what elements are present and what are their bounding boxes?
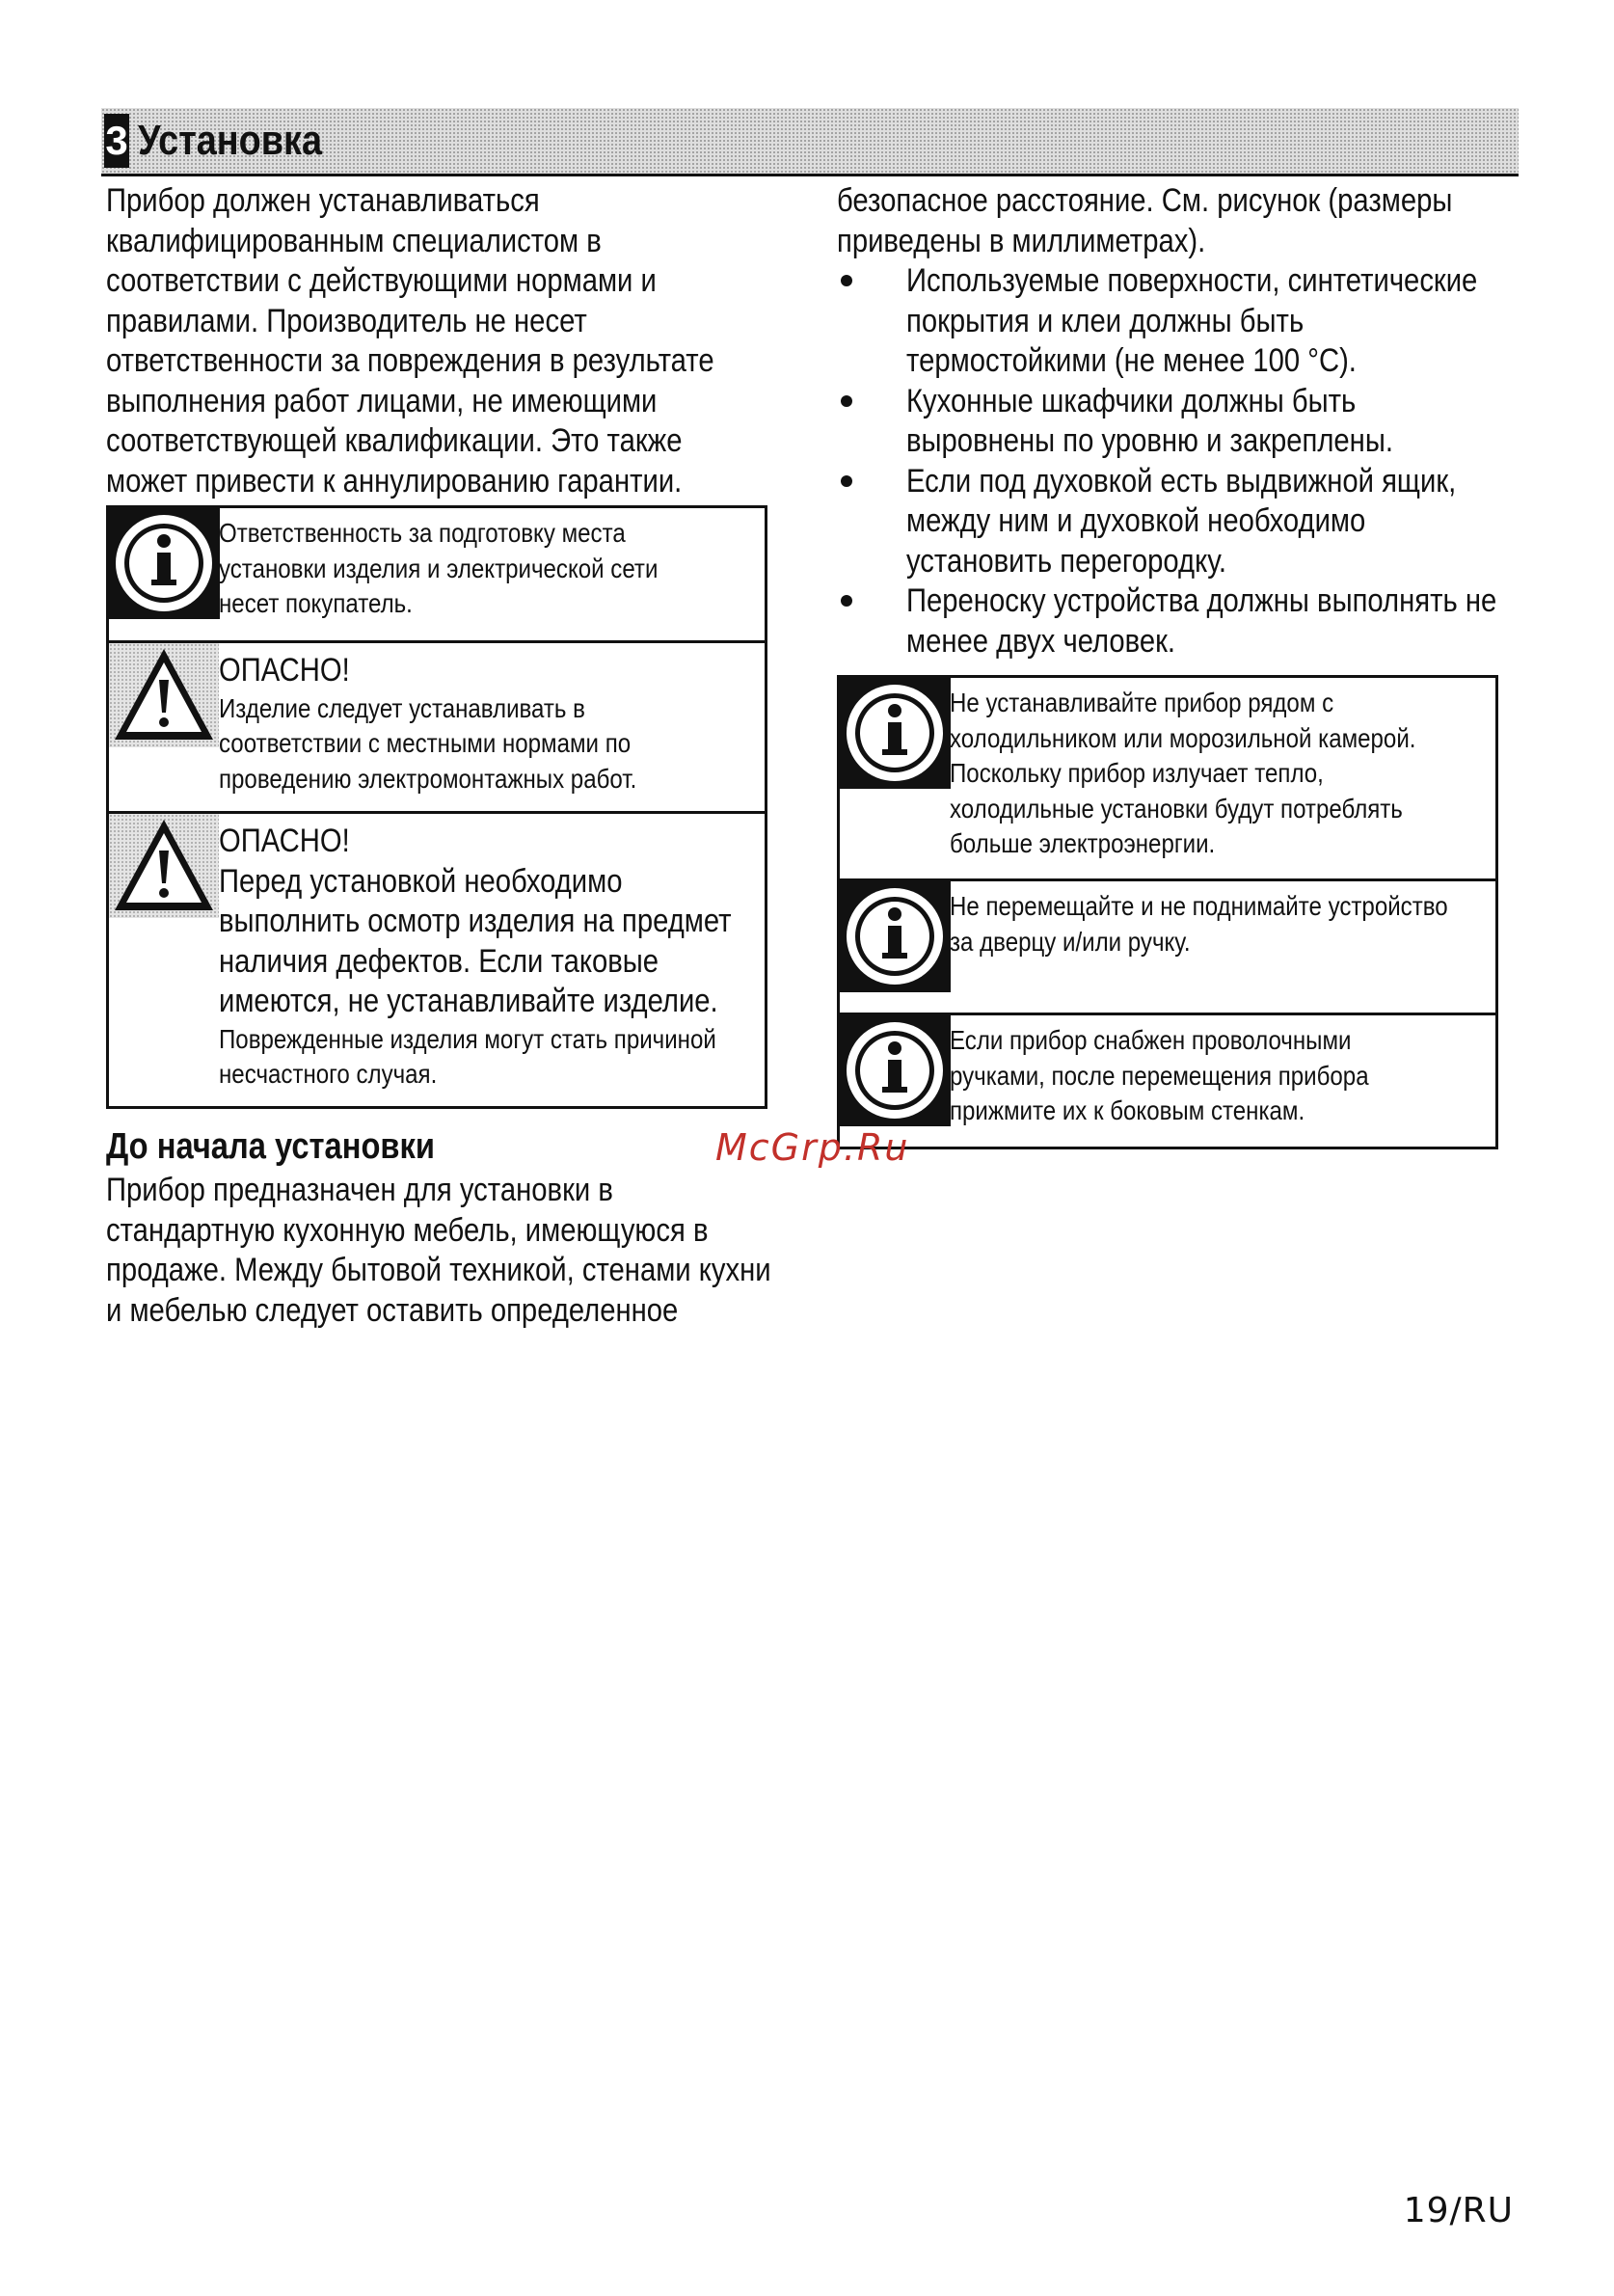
info-notice (840, 878, 1495, 1013)
notice-title: ОПАСНО! (219, 652, 350, 689)
info-icon (109, 508, 220, 619)
text-line: термостойкими (не менее 100 °С). (906, 342, 1357, 379)
bullet-icon (841, 275, 852, 286)
subheading: До начала установки (106, 1126, 435, 1167)
notice-text (950, 889, 1464, 959)
notice-box (837, 675, 1498, 1149)
info-icon (840, 1015, 951, 1126)
text-line: может привести к аннулированию гарантии. (106, 462, 683, 500)
text-line: Если под духовкой есть выдвижной ящик, (906, 462, 1457, 500)
section-number: 3 (104, 114, 129, 168)
notice-line: соответствии с местными нормами по (219, 728, 632, 758)
notice-line: проведению электромонтажных работ. (219, 763, 637, 794)
text-line: приведены в миллиметрах). (837, 222, 1206, 259)
notice-text (219, 516, 733, 622)
text-line: квалифицированным специалистом в (106, 222, 602, 259)
notice-line: несчастного случая. (219, 1059, 438, 1089)
section-title: Установка (138, 117, 323, 164)
notice-line: Изделие следует устанавливать в (219, 692, 585, 723)
text-line: Используемые поверхности, синтетические (906, 262, 1478, 299)
right-column (837, 181, 1512, 1149)
warning-notice (109, 640, 765, 811)
text-line: покрытия и клеи должны быть (906, 302, 1305, 339)
notice-line: Не перемещайте и не поднимайте устройство (950, 891, 1448, 921)
notice-line: несет покупатель. (219, 588, 413, 618)
notice-line: Перед установкой необходимо (219, 862, 623, 900)
watermark: McGrp.Ru (715, 1126, 910, 1169)
list-item (837, 382, 1512, 462)
notice-line: имеются, не устанавливайте изделие. (219, 983, 718, 1019)
notice-line: установки изделия и электрической сети (219, 553, 659, 583)
text-line: менее двух человек. (906, 622, 1176, 660)
info-icon (840, 881, 951, 992)
notice-box (106, 505, 767, 1109)
text-line: продаже. Между бытовой техникой, стенами кухни (106, 1252, 771, 1288)
text-line: соответствующей квалификации. Это также (106, 422, 683, 459)
bullet-icon (841, 475, 852, 487)
notice-line: Не устанавливайте прибор рядом с (950, 688, 1334, 717)
text-line: выровнены по уровню и закреплены. (906, 422, 1393, 459)
info-icon (840, 678, 951, 789)
notice-line: холодильником или морозильной камерой. (950, 722, 1416, 753)
warning-notice (109, 811, 765, 1106)
notice-text (950, 1023, 1464, 1129)
notice-line: ручками, после перемещения прибора (950, 1060, 1369, 1091)
text-line: Переноску устройства должны выполнять не (906, 582, 1497, 619)
list-item (837, 261, 1512, 382)
text-line: ответственности за повреждения в результате (106, 342, 714, 379)
notice-line: Если прибор снабжен проволочными (950, 1025, 1352, 1055)
text-line: Кухонные шкафчики должны быть (906, 382, 1357, 419)
notice-line: больше электроэнергии. (950, 828, 1216, 858)
notice-line: за дверцу и/или ручку. (950, 926, 1191, 957)
info-notice (840, 678, 1495, 878)
notice-line: наличия дефектов. Если таковые (219, 942, 659, 980)
text-line: безопасное расстояние. См. рисунок (размеры (837, 182, 1453, 219)
warning-icon (109, 814, 219, 918)
notice-line: выполнить осмотр изделия на предмет (219, 903, 732, 939)
left-column (106, 181, 800, 1331)
section-header (101, 108, 1519, 176)
text-line: правилами. Производитель не несет (106, 302, 587, 339)
page-number: 19/RU (1403, 2191, 1514, 2230)
bullet-icon (841, 395, 852, 407)
text-line: между ним и духовкой необходимо (906, 502, 1366, 539)
notice-text (219, 822, 733, 1093)
text-line: Прибор предназначен для установки в (106, 1172, 613, 1208)
bullet-list (837, 261, 1512, 662)
notice-line: Поскольку прибор излучает тепло, (950, 758, 1324, 788)
text-line: стандартную кухонную мебель, имеющуюся в (106, 1211, 709, 1249)
notice-line: Ответственность за подготовку места (219, 518, 626, 548)
notice-title: ОПАСНО! (219, 823, 350, 859)
text-line: соответствии с действующими нормами и (106, 262, 657, 299)
notice-line: прижмите их к боковым стенкам. (950, 1095, 1305, 1125)
text-line: выполнения работ лицами, не имеющими (106, 382, 658, 419)
intro-paragraph (106, 181, 800, 505)
list-item (837, 581, 1512, 662)
text-line: и мебелью следует оставить определенное (106, 1291, 679, 1329)
warning-icon (109, 643, 219, 747)
list-item (837, 462, 1512, 582)
notice-text (219, 651, 733, 797)
notice-text (950, 686, 1464, 862)
bullet-icon (841, 595, 852, 607)
text-line: установить перегородку. (906, 542, 1227, 580)
subsection-paragraph (106, 1171, 800, 1331)
notice-line: Поврежденные изделия могут стать причиной (219, 1023, 716, 1054)
info-notice (109, 508, 765, 640)
info-notice (840, 1013, 1495, 1147)
text-line: Прибор должен устанавливаться (106, 182, 540, 219)
notice-line: холодильные установки будут потреблять (950, 793, 1403, 824)
